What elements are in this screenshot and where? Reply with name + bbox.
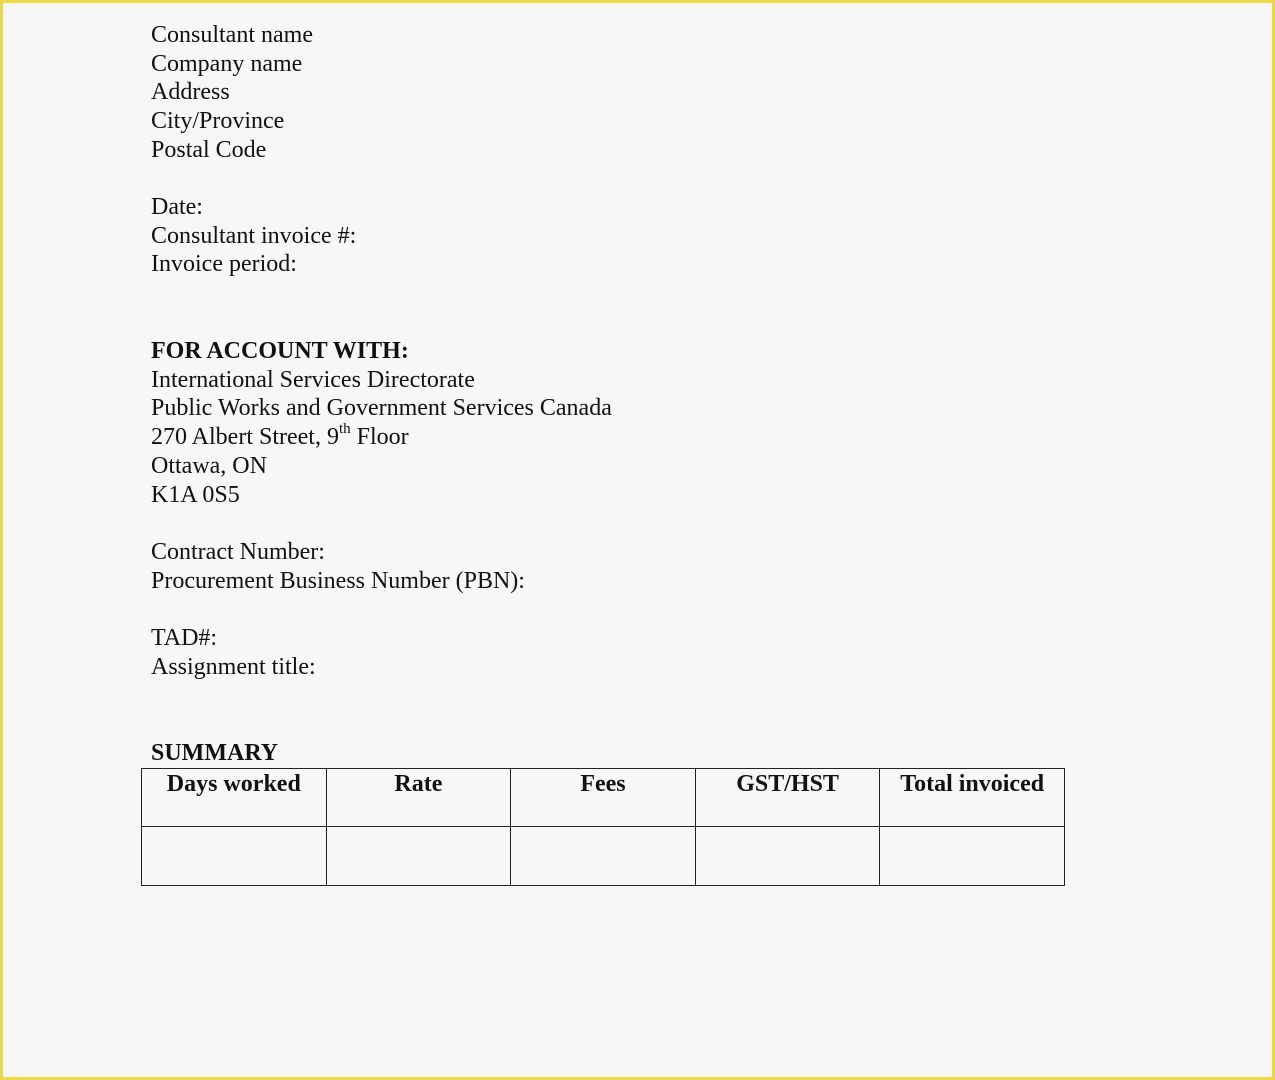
- account-info: [151, 337, 612, 509]
- col-gst-hst: GST/HST: [695, 769, 880, 827]
- summary-data-row: [142, 827, 1065, 886]
- col-total-invoiced: Total invoiced: [880, 769, 1065, 827]
- pbn-label: Procurement Business Number (PBN):: [151, 567, 525, 594]
- summary-title: SUMMARY: [151, 740, 279, 766]
- consultant-info: [151, 21, 313, 165]
- tad-label: TAD#:: [151, 625, 218, 651]
- col-days-worked: Days worked: [142, 769, 327, 827]
- company-name: Company name: [151, 50, 303, 77]
- account-department: Public Works and Government Services Canada: [151, 395, 612, 422]
- invoice-info: [151, 193, 356, 279]
- assignment-info: [151, 624, 316, 681]
- account-heading: FOR ACCOUNT WITH:: [151, 338, 409, 364]
- summary-header-row: [142, 769, 1065, 827]
- assignment-title-label: Assignment title:: [151, 653, 316, 680]
- invoice-number-label: Consultant invoice #:: [151, 222, 357, 249]
- contract-info: [151, 538, 525, 595]
- consultant-postal: Postal Code: [151, 136, 267, 163]
- col-fees: Fees: [511, 769, 696, 827]
- cell-fees[interactable]: [511, 827, 696, 886]
- street-prefix: 270 Albert Street, 9: [151, 424, 339, 451]
- cell-gst-hst[interactable]: [695, 827, 880, 886]
- invoice-period-label: Invoice period:: [151, 251, 297, 278]
- consultant-city: City/Province: [151, 108, 285, 135]
- summary-table: [141, 768, 1065, 886]
- account-city: Ottawa, ON: [151, 452, 267, 479]
- col-rate: Rate: [326, 769, 511, 827]
- consultant-name: Consultant name: [151, 22, 313, 48]
- street-suffix: Floor: [350, 424, 409, 451]
- invoice-date-label: Date:: [151, 194, 203, 220]
- account-street: [151, 423, 612, 452]
- consultant-address: Address: [151, 79, 230, 106]
- cell-days-worked[interactable]: [142, 827, 327, 886]
- cell-rate[interactable]: [326, 827, 511, 886]
- cell-total-invoiced[interactable]: [880, 827, 1065, 886]
- contract-number-label: Contract Number:: [151, 539, 325, 565]
- account-postal: K1A 0S5: [151, 481, 240, 508]
- street-ordinal: th: [338, 421, 351, 438]
- account-directorate: International Services Directorate: [151, 366, 475, 393]
